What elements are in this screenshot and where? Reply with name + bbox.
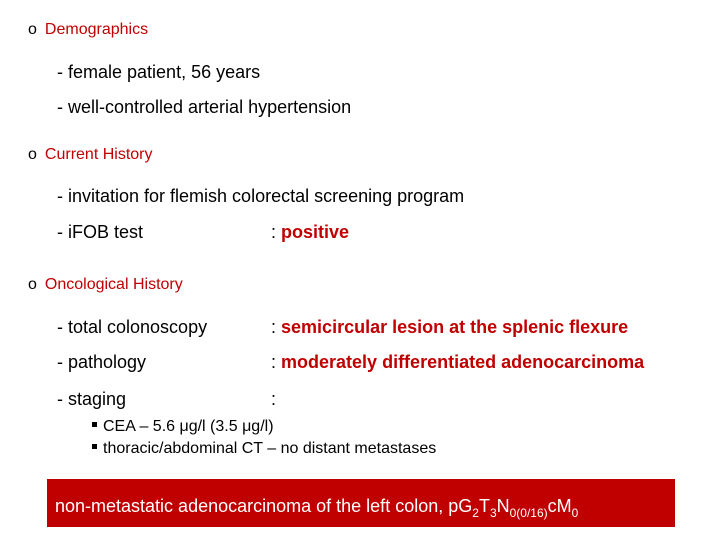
section-heading-current-history: o Current History	[28, 146, 153, 163]
staging-subitem-cea: CEA – 5.6 μg/l (3.5 μg/l)	[92, 418, 274, 436]
oncological-item-staging-label: - staging	[57, 389, 127, 409]
conclusion-text: non-metastatic adenocarcinoma of the left colon, $pG_2T_3N_{0(0/16)}cM_0$	[55, 496, 579, 520]
current-history-item-screening: - invitation for flemish colorectal screening program	[57, 186, 465, 206]
oncological-item-colonoscopy-value: : semicircular lesion at the splenic flexure	[271, 317, 629, 337]
bullet-icon: o	[28, 146, 37, 163]
section-heading-demographics: o Demographics	[28, 21, 149, 38]
conclusion-banner	[47, 479, 675, 527]
current-history-item-ifob-label: - iFOB test	[57, 222, 144, 242]
square-bullet-icon	[92, 444, 97, 449]
square-bullet-icon	[92, 422, 97, 427]
oncological-item-staging-value: :	[271, 389, 277, 409]
oncological-item-colonoscopy-label: - total colonoscopy	[57, 317, 208, 337]
staging-subitem-ct: thoracic/abdominal CT – no distant metastases	[92, 440, 436, 458]
oncological-item-pathology-label: - pathology	[57, 352, 147, 372]
demographics-item-hypertension: - well-controlled arterial hypertension	[57, 97, 352, 117]
bullet-icon: o	[28, 276, 37, 293]
bullet-icon: o	[28, 21, 37, 38]
oncological-item-pathology-value: : moderately differentiated adenocarcinoma	[271, 352, 645, 372]
section-heading-oncological-history: o Oncological History	[28, 276, 183, 293]
demographics-item-sex-age: - female patient, 56 years	[57, 62, 261, 82]
current-history-item-ifob-value: : positive	[271, 222, 350, 242]
